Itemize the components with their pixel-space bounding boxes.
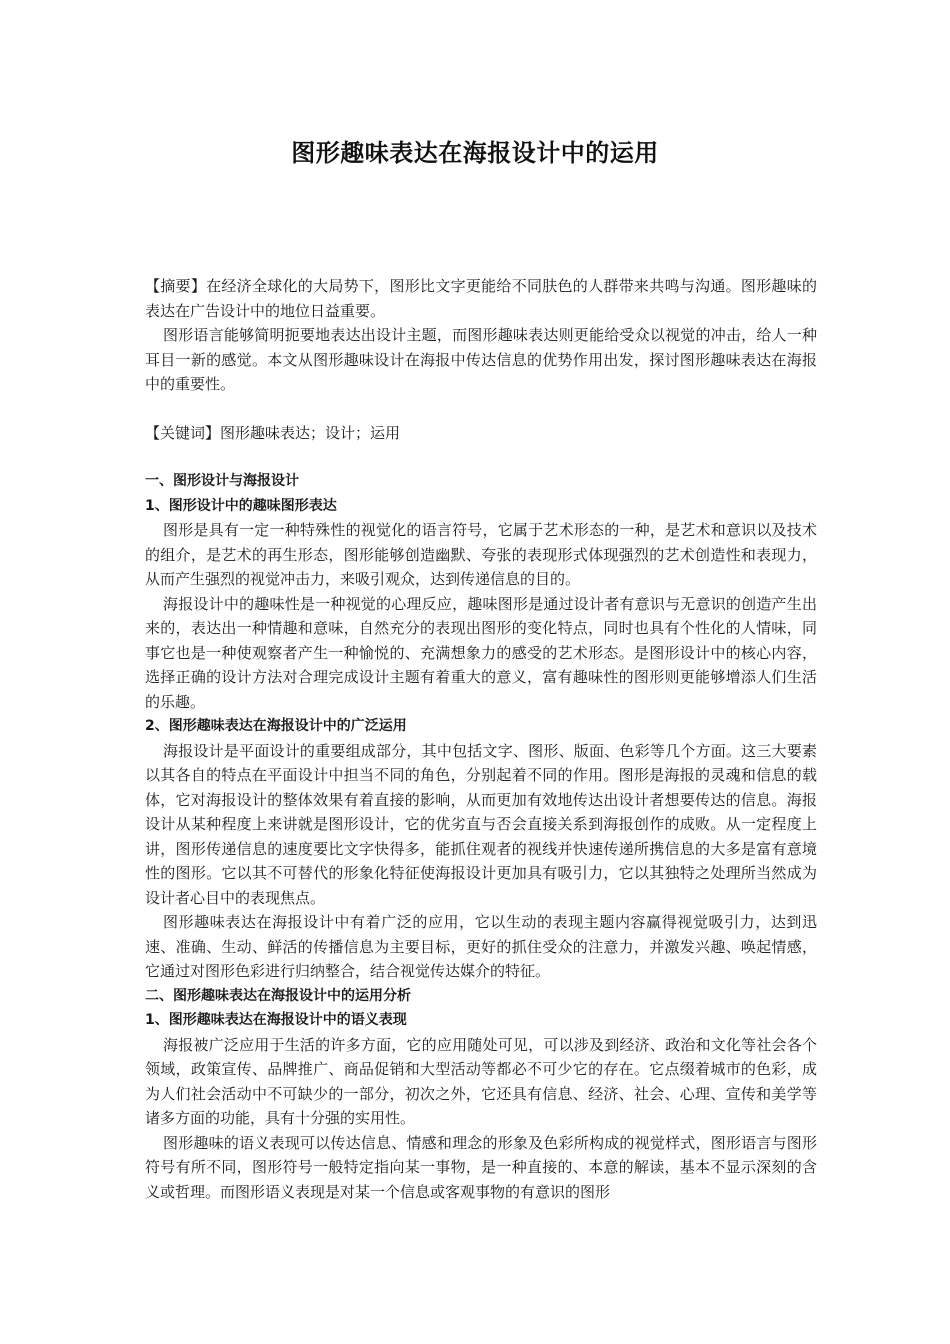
section-heading: 一、图形设计与海报设计 [145,473,299,489]
subsection-heading: 2、图形趣味表达在海报设计中的广泛运用 [145,718,407,734]
document-title: 图形趣味表达在海报设计中的运用 [291,139,659,167]
body-paragraph: 海报设计是平面设计的重要组成部分，其中包括文字、图形、版面、色彩等几个方面。这三大要素以其各自的特点在平面设计中担当不同的角色，分别起着不同的作用。图形是海报的灵魂和信息的载体，它对海报设计的整体效果有着直接的影响，从而更加有效地传达出设计者想要传达的信息。海报设计从某种程度上来讲就是图形设计，它的优劣直与否会直接关系到海报创作的成败。从一定程度上讲，图形传递信息的速度要比文字快得多，能抓住观者的视线并快速传递所携信息的大多是富有意境性的图形。它以其不可替代的形象化特征使海报设计更加具有吸引力，它以其独特之处理所当然成为设计者心目中的表现焦点。 [145,741,817,907]
body-paragraph: 图形趣味表达在海报设计中有着广泛的应用，它以生动的表现主题内容赢得视觉吸引力，达到迅速、准确、生动、鲜活的传播信息为主要目标，更好的抓住受众的注意力，并激发兴趣、唤起情感，它通过对图形色彩进行归纳整合，结合视觉传达媒介的特征。 [145,913,817,980]
abstract-paragraph: 图形语言能够简明扼要地表达出设计主题，而图形趣味表达则更能给受众以视觉的冲击，给人一种耳目一新的感觉。本文从图形趣味设计在海报中传达信息的优势作用出发，探讨图形趣味表达在海报中的重要性。 [145,326,817,393]
body-paragraph: 图形是具有一定一种特殊性的视觉化的语言符号，它属于艺术形态的一种，是艺术和意识以及技术的组介，是艺术的再生形态，图形能够创造幽默、夸张的表现形式体现强烈的艺术创造性和表现力，从而产生强烈的视觉冲击力，来吸引观众，达到传递信息的目的。 [145,521,817,588]
body-paragraph: 图形趣味的语义表现可以传达信息、情感和理念的形象及色彩所构成的视觉样式，图形语言与图形符号有所不同，图形符号一般特定指向某一事物，是一种直接的、本意的解读，基本不显示深刻的含义或哲理。而图形语义表现是对某一个信息或客观事物的有意识的图形 [145,1133,817,1201]
subsection-heading: 1、图形趣味表达在海报设计中的语义表现 [145,1012,407,1028]
section-heading: 二、图形趣味表达在海报设计中的运用分析 [145,987,411,1004]
body-paragraph: 海报被广泛应用于生活的许多方面，它的应用随处可见，可以涉及到经济、政治和文化等社会各个领域，政策宣传、品牌推广、商品促销和大型活动等都必不可少它的存在。它点缀着城市的色彩，成为人们社会活动中不可缺少的一部分，初次之外，它还具有信息、经济、社会、心理、宣传和美学等诸多方面的功能，具有十分强的实用性。 [145,1035,817,1127]
subsection-heading: 1、图形设计中的趣味图形表达 [145,497,337,514]
spacer [145,445,817,469]
body-paragraph: 海报设计中的趣味性是一种视觉的心理反应，趣味图形是通过设计者有意识与无意识的创造产生出来的，表达出一种情趣和意味，自然充分的表现出图形的变化特点，同时也具有个性化的人情味，同事它也是一种使观察者产生一种愉悦的、充满想象力的感受的艺术形态。是图形设计中的核心内容，选择正确的设计方法对合理完成设计主题有着重大的意义，富有趣味性的图形则更能够增添人们生活的乐趣。 [145,594,817,711]
keywords: 【关键词】图形趣味表达；设计；运用 [145,423,401,442]
abstract-paragraph: 【摘要】在经济全球化的大局势下，图形比文字更能给不同肤色的人群带来共鸣与沟通。图形趣味的表达在广告设计中的地位日益重要。 [145,277,817,320]
spacer [145,397,817,421]
document-body [145,274,817,1204]
